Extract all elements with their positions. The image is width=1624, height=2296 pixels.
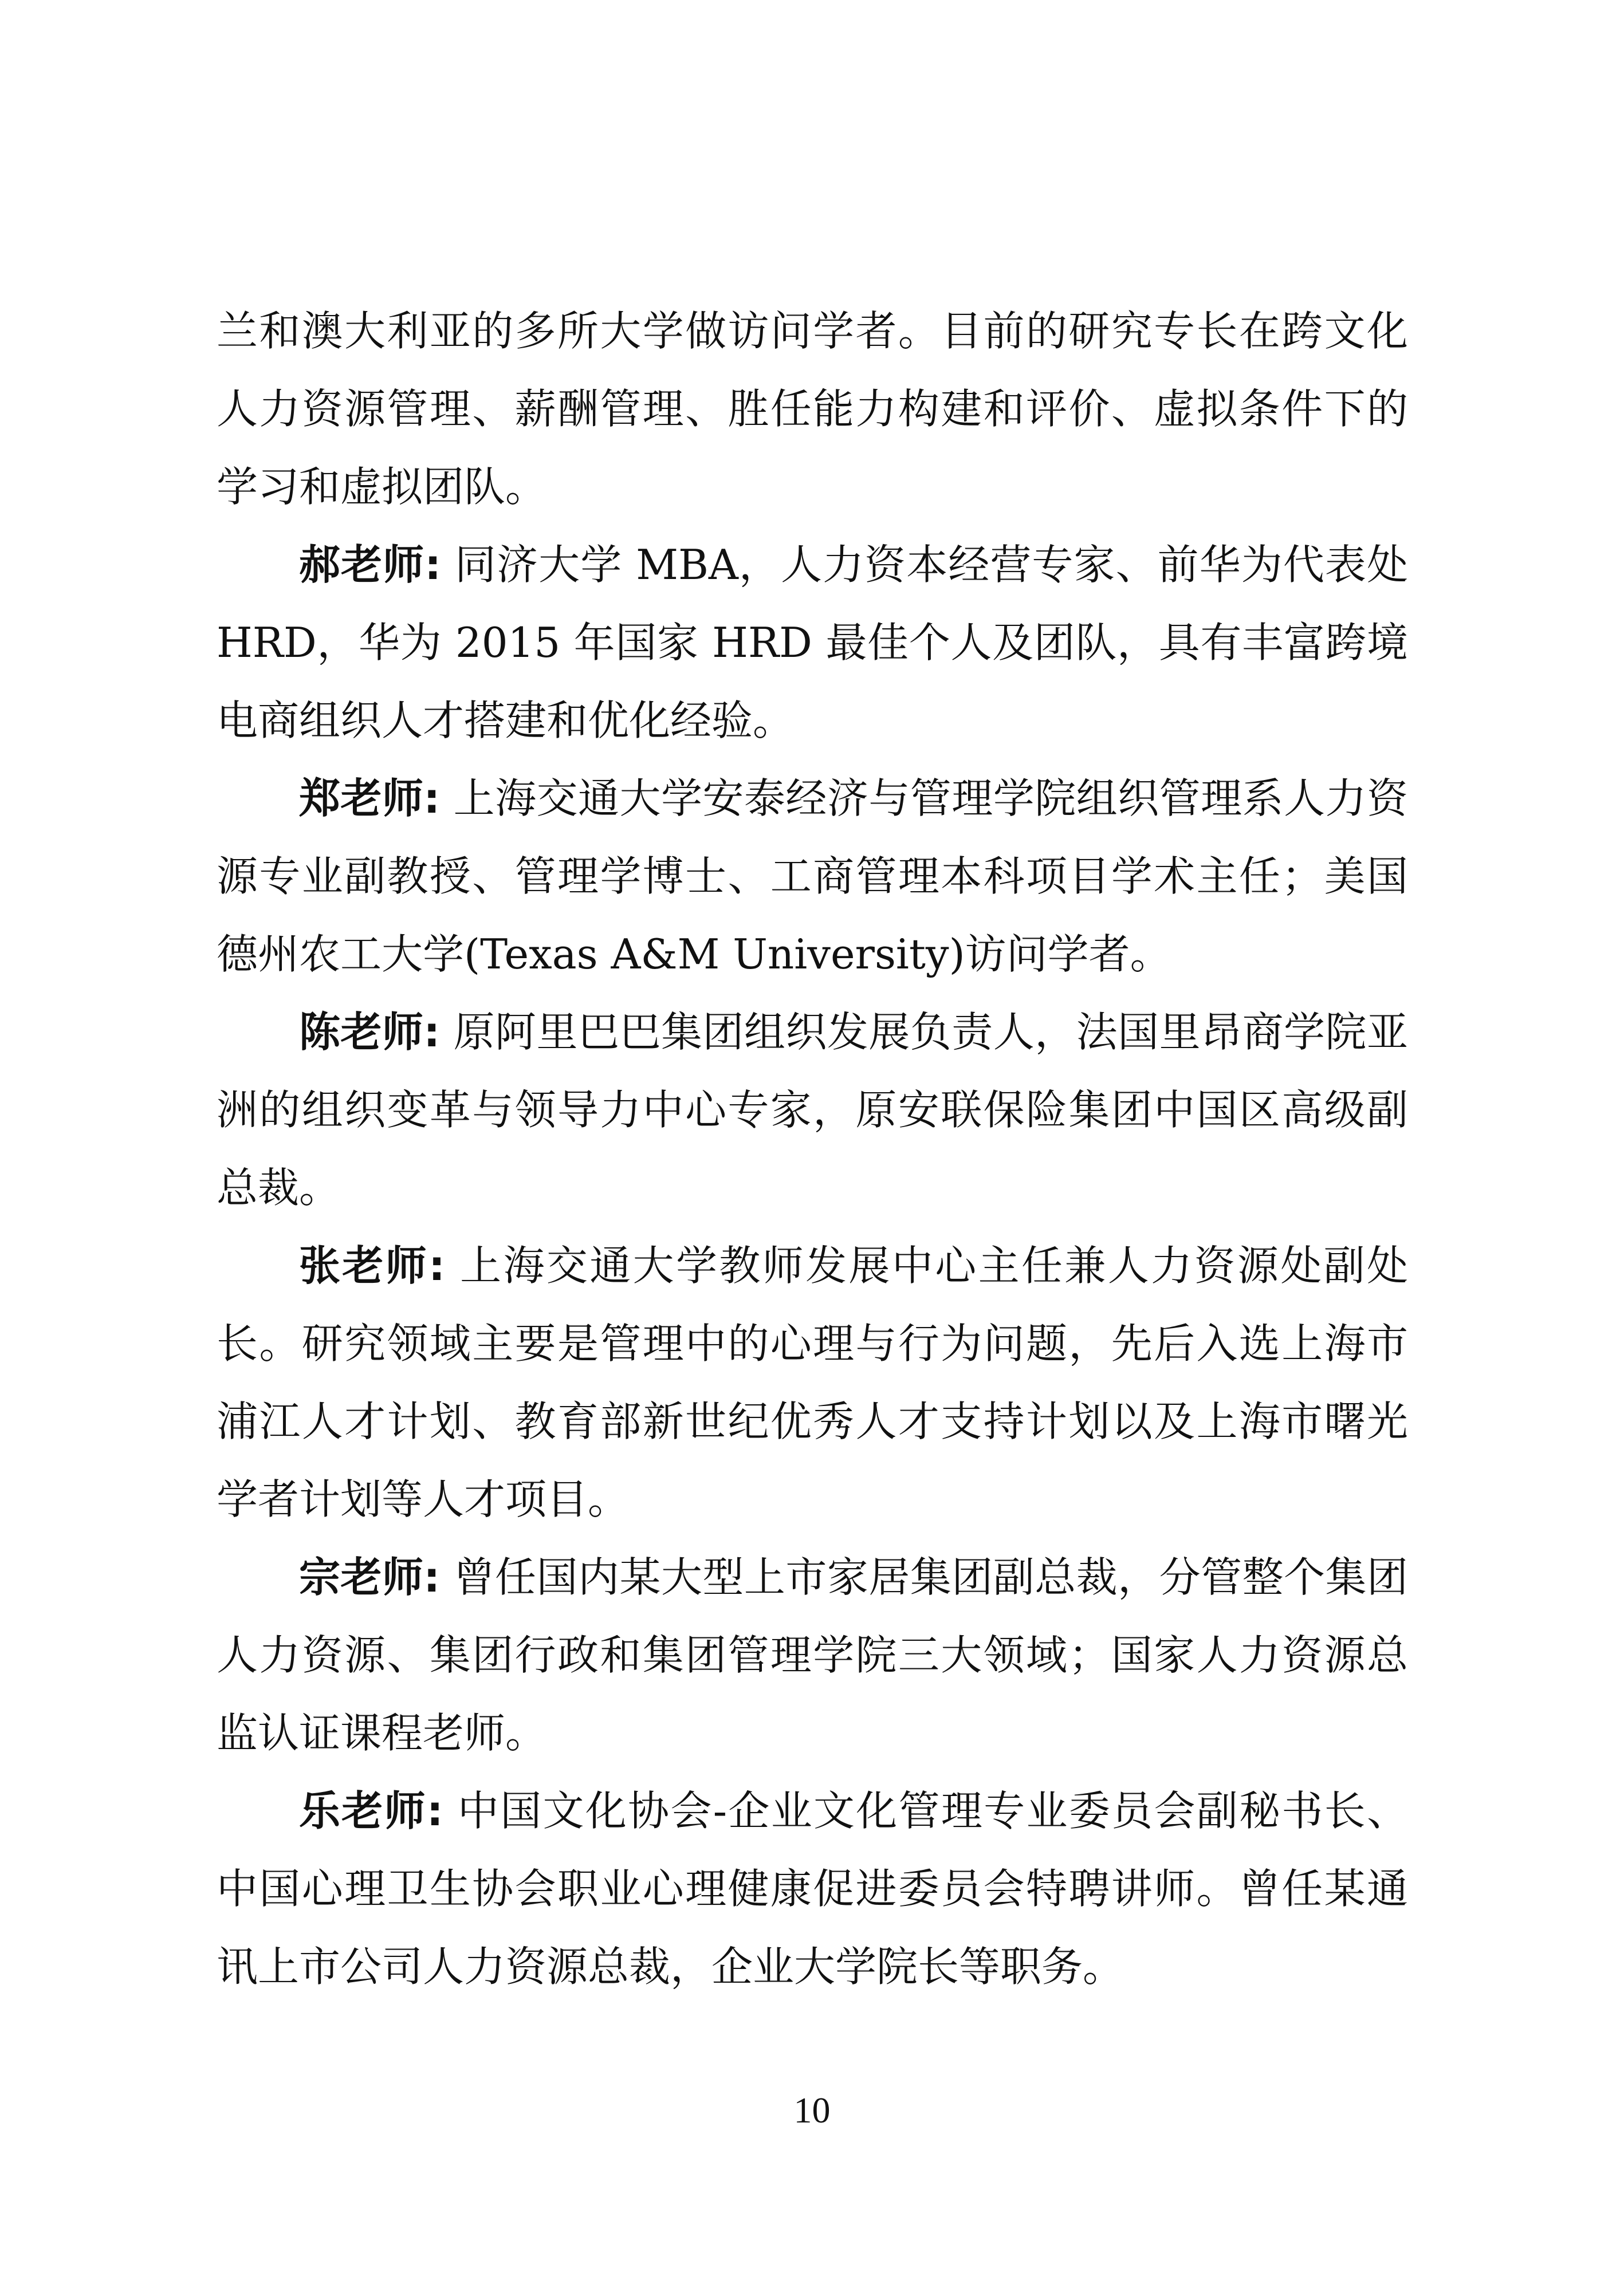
teacher-entry-le	[217, 1772, 1408, 2006]
teacher-name: 陈老师:	[299, 1008, 441, 1056]
teacher-name: 郑老师:	[299, 774, 441, 822]
teacher-entry-chen	[217, 993, 1408, 1227]
page-body	[217, 292, 1408, 2006]
teacher-entry-zhang	[217, 1227, 1408, 1538]
teacher-name: 张老师:	[299, 1242, 445, 1290]
teacher-description: 同济大学 MBA，人力资本经营专家、前华为代表处 HRD，华为 2015 年国家 HRD 最佳个人及团队，具有丰富跨境电商组织人才搭建和优化经验。	[217, 541, 1408, 745]
teacher-description: 上海交通大学教师发展中心主任兼人力资源处副处长。研究领域主要是管理中的心理与行为问题，先后入选上海市浦江人才计划、教育部新世纪优秀人才支持计划以及上海市曙光学者计划等人才项目。	[217, 1242, 1409, 1523]
teacher-description: 原阿里巴巴集团组织发展负责人，法国里昂商学院亚洲的组织变革与领导力中心专家，原安联保险集团中国区高级副总裁。	[217, 1008, 1408, 1212]
teacher-entry-zheng	[217, 759, 1408, 993]
teacher-entry-zong	[217, 1538, 1408, 1772]
teacher-description: 上海交通大学安泰经济与管理学院组织管理系人力资源专业副教授、管理学博士、工商管理本科项目学术主任；美国德州农工大学(Texas A&M University)访问学者。	[217, 774, 1408, 978]
teacher-name: 乐老师:	[299, 1787, 443, 1835]
teacher-name: 宗老师:	[299, 1553, 441, 1601]
teacher-name: 郝老师:	[299, 541, 442, 589]
intro-paragraph: 兰和澳大利亚的多所大学做访问学者。目前的研究专长在跨文化人力资源管理、薪酬管理、胜任能力构建和评价、虚拟条件下的学习和虚拟团队。	[217, 307, 1408, 511]
teacher-description: 曾任国内某大型上市家居集团副总裁，分管整个集团人力资源、集团行政和集团管理学院三大领域；国家人力资源总监认证课程老师。	[217, 1553, 1408, 1757]
teacher-description: 中国文化协会-企业文化管理专业委员会副秘书长、中国心理卫生协会职业心理健康促进委员会特聘讲师。曾任某通讯上市公司人力资源总裁，企业大学院长等职务。	[217, 1787, 1408, 1991]
page-number: 10	[793, 2090, 831, 2130]
teacher-entry-hao	[217, 526, 1408, 759]
